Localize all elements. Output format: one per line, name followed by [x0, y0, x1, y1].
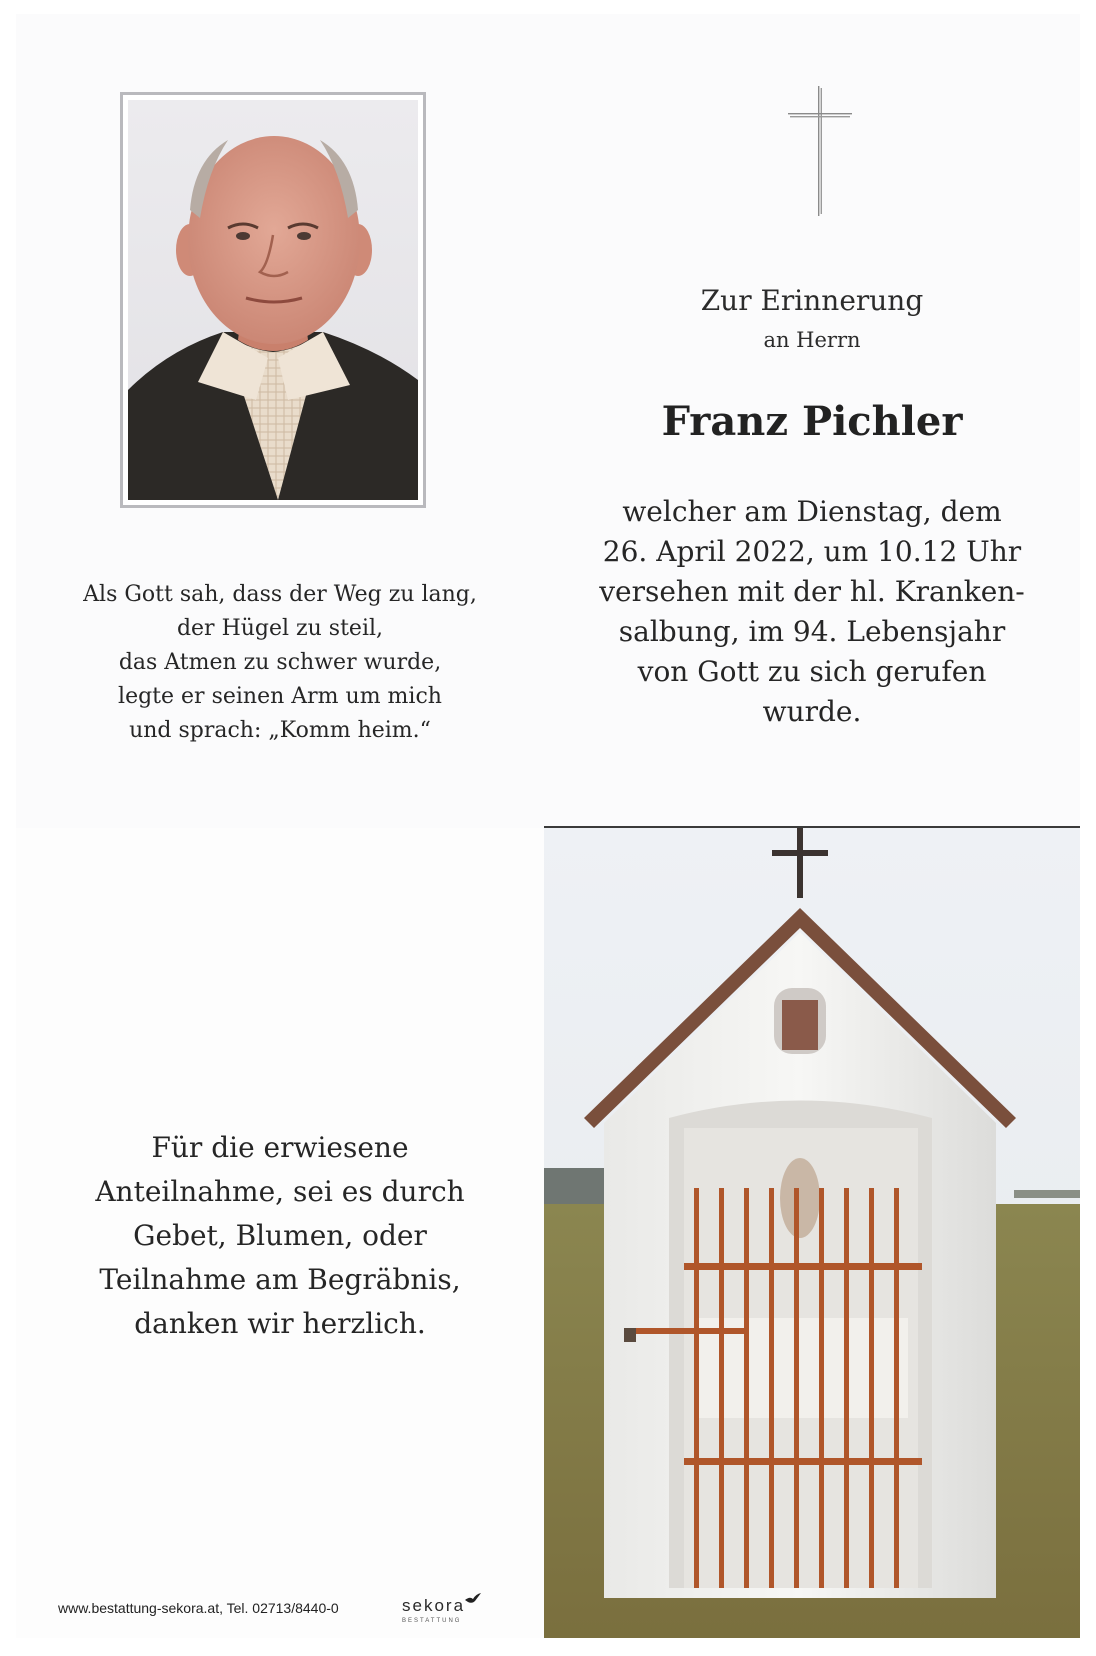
logo-tagline: BESTATTUNG	[402, 1618, 462, 1624]
memorial-line: von Gott zu sich gerufen	[637, 655, 987, 688]
bird-icon	[464, 1592, 482, 1606]
logo-wordmark: sekora	[402, 1596, 466, 1615]
memorial-heading: Zur Erinnerung	[700, 284, 924, 317]
thanks-line: danken wir herzlich.	[134, 1307, 426, 1340]
memorial-line: salbung, im 94. Lebensjahr	[618, 615, 1006, 648]
thanks-text	[16, 1126, 544, 1346]
footer-contact: www.bestattung-sekora.at, Tel. 02713/8440-0	[58, 1600, 339, 1616]
thanks-line: Für die erwiesene	[151, 1131, 409, 1164]
poem-line: das Atmen zu schwer wurde,	[118, 650, 442, 675]
poem	[16, 578, 544, 748]
portrait-photo	[128, 100, 418, 500]
card-panel-chapel	[544, 828, 1080, 1638]
thanks-line: Anteilnahme, sei es durch	[95, 1175, 465, 1208]
memorial-line: versehen mit der hl. Kranken-	[599, 575, 1025, 608]
memorial-text	[544, 492, 1080, 732]
memorial-line: wurde.	[762, 695, 862, 728]
thanks-line: Teilnahme am Begräbnis,	[99, 1263, 461, 1296]
thanks-line: Gebet, Blumen, oder	[133, 1219, 427, 1252]
cross-icon	[788, 86, 852, 216]
funeral-home-logo	[402, 1592, 482, 1628]
deceased-name: Franz Pichler	[661, 398, 963, 445]
memorial-line: welcher am Dienstag, dem	[622, 495, 1002, 528]
chapel-photo	[544, 828, 1080, 1638]
memorial-subheading: an Herrn	[763, 328, 861, 352]
memorial-line: 26. April 2022, um 10.12 Uhr	[602, 535, 1022, 568]
poem-line: und sprach: „Komm heim.“	[129, 718, 431, 743]
portrait-frame	[120, 92, 426, 508]
poem-line: legte er seinen Arm um mich	[118, 684, 442, 709]
poem-line: der Hügel zu steil,	[176, 616, 384, 641]
poem-line: Als Gott sah, dass der Weg zu lang,	[83, 582, 477, 607]
